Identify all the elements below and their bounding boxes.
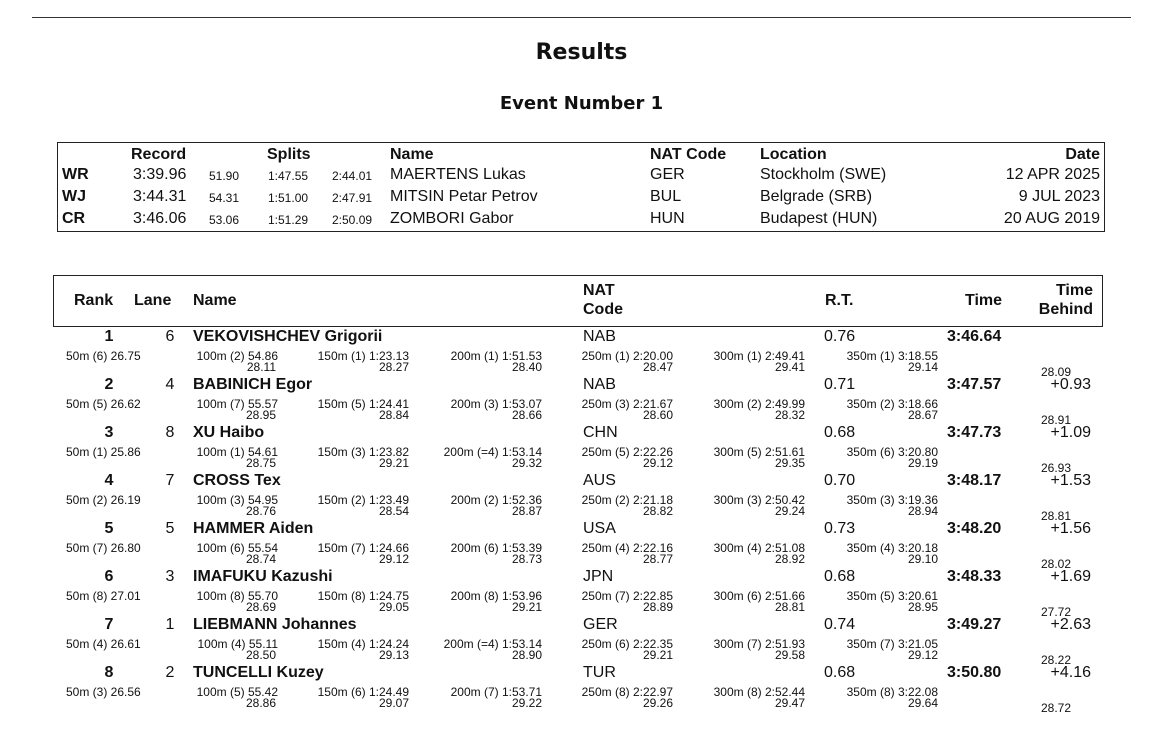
record-type: WR xyxy=(62,166,89,183)
record-split: 1:47.55 xyxy=(268,169,309,183)
result-row xyxy=(0,519,1150,571)
reaction-time: 0.68 xyxy=(824,664,856,681)
records-header-splits: Splits xyxy=(267,146,311,163)
split-lap-final: 28.72 xyxy=(1040,701,1071,715)
split-cumulative: 200m (1) 1:51.53 xyxy=(450,349,542,363)
event-title: Event Number 1 xyxy=(499,93,664,114)
record-row xyxy=(58,209,1104,231)
split-cumulative: 300m (4) 2:51.08 xyxy=(713,541,805,555)
split-lap: 28.82 xyxy=(642,504,673,518)
rank: 8 xyxy=(104,664,114,681)
split-cumulative: 350m (7) 3:21.05 xyxy=(846,637,938,651)
split-lap: 29.58 xyxy=(774,648,805,662)
split-lap: 28.95 xyxy=(907,600,938,614)
record-split: 1:51.29 xyxy=(268,213,309,227)
swimmer-name: LIEBMANN Johannes xyxy=(193,616,357,633)
split-cumulative: 150m (5) 1:24.41 xyxy=(317,397,409,411)
split-lap: 28.47 xyxy=(642,360,673,374)
record-nat: HUN xyxy=(650,210,685,227)
reaction-time: 0.71 xyxy=(824,376,856,393)
split-cumulative: 350m (4) 3:20.18 xyxy=(846,541,938,555)
nat-code: NAB xyxy=(583,328,616,345)
result-row xyxy=(0,567,1150,619)
record-split: 2:47.91 xyxy=(332,191,373,205)
swimmer-name: TUNCELLI Kuzey xyxy=(193,664,324,681)
split-50m: 50m (4) 26.61 xyxy=(66,637,141,651)
split-cumulative: 100m (7) 55.57 xyxy=(196,397,278,411)
record-date: 20 AUG 2019 xyxy=(1003,210,1100,227)
split-cumulative: 300m (5) 2:51.61 xyxy=(713,445,805,459)
split-lap: 28.27 xyxy=(378,360,409,374)
split-lap: 29.13 xyxy=(378,648,409,662)
split-cumulative: 100m (2) 54.86 xyxy=(196,349,278,363)
split-cumulative: 350m (2) 3:18.66 xyxy=(846,397,938,411)
record-nat: GER xyxy=(650,166,685,183)
split-cumulative: 150m (2) 1:23.49 xyxy=(317,493,409,507)
record-split: 1:51.00 xyxy=(268,191,309,205)
split-lap: 28.84 xyxy=(378,408,409,422)
reaction-time: 0.70 xyxy=(824,472,856,489)
split-lap: 28.40 xyxy=(511,360,542,374)
nat-code: CHN xyxy=(583,424,618,441)
lane: 6 xyxy=(165,328,175,345)
split-cumulative: 300m (2) 2:49.99 xyxy=(713,397,805,411)
time-behind: +2.63 xyxy=(1050,616,1091,633)
split-cumulative: 350m (8) 3:22.08 xyxy=(846,685,938,699)
lane: 2 xyxy=(165,664,175,681)
reaction-time: 0.74 xyxy=(824,616,856,633)
time-behind: +1.56 xyxy=(1050,520,1091,537)
lane: 1 xyxy=(165,616,175,633)
split-lap: 29.26 xyxy=(642,696,673,710)
split-cumulative: 100m (3) 54.95 xyxy=(196,493,278,507)
rank: 4 xyxy=(104,472,114,489)
split-cumulative: 250m (3) 2:21.67 xyxy=(581,397,673,411)
split-cumulative: 100m (5) 55.42 xyxy=(196,685,278,699)
split-lap: 29.24 xyxy=(774,504,805,518)
split-lap: 29.07 xyxy=(378,696,409,710)
split-lap-final: 26.93 xyxy=(1040,461,1071,475)
split-cumulative: 150m (8) 1:24.75 xyxy=(317,589,409,603)
results-header-nat: NAT xyxy=(583,282,615,299)
final-time: 3:48.33 xyxy=(947,568,1002,585)
records-header-name: Name xyxy=(390,146,434,163)
result-row xyxy=(0,423,1150,475)
split-lap: 29.64 xyxy=(907,696,938,710)
split-cumulative: 150m (4) 1:24.24 xyxy=(317,637,409,651)
split-cumulative: 200m (2) 1:52.36 xyxy=(450,493,542,507)
split-cumulative: 200m (3) 1:53.07 xyxy=(450,397,542,411)
final-time: 3:46.64 xyxy=(947,328,1002,345)
split-lap: 28.95 xyxy=(245,408,276,422)
time-behind: +0.93 xyxy=(1050,376,1091,393)
split-lap: 29.12 xyxy=(378,552,409,566)
results-header xyxy=(53,275,1103,327)
swimmer-name: XU Haibo xyxy=(193,424,265,441)
record-date: 9 JUL 2023 xyxy=(1018,188,1100,205)
record-name: MITSIN Petar Petrov xyxy=(390,188,538,205)
split-lap-final: 28.22 xyxy=(1040,653,1071,667)
split-lap: 28.66 xyxy=(511,408,542,422)
split-cumulative: 100m (6) 55.54 xyxy=(196,541,278,555)
split-lap: 28.86 xyxy=(245,696,276,710)
results-header-rank: Rank xyxy=(74,292,114,309)
results-header-lane: Lane xyxy=(134,292,172,309)
split-cumulative: 300m (1) 2:49.41 xyxy=(713,349,805,363)
split-lap: 28.81 xyxy=(774,600,805,614)
top-rule xyxy=(32,17,1131,18)
records-header-nat: NAT Code xyxy=(650,146,727,163)
split-lap: 29.14 xyxy=(907,360,938,374)
time-behind: +4.16 xyxy=(1050,664,1091,681)
rank: 3 xyxy=(104,424,114,441)
nat-code: AUS xyxy=(583,472,616,489)
record-name: MAERTENS Lukas xyxy=(390,166,526,183)
split-cumulative: 150m (1) 1:23.13 xyxy=(317,349,409,363)
split-cumulative: 350m (1) 3:18.55 xyxy=(846,349,938,363)
rank: 6 xyxy=(104,568,114,585)
result-row xyxy=(0,471,1150,523)
reaction-time: 0.68 xyxy=(824,568,856,585)
split-cumulative: 200m (=4) 1:53.14 xyxy=(443,445,542,459)
split-cumulative: 250m (7) 2:22.85 xyxy=(581,589,673,603)
record-split: 54.31 xyxy=(209,191,240,205)
split-cumulative: 250m (2) 2:21.18 xyxy=(581,493,673,507)
split-50m: 50m (6) 26.75 xyxy=(66,349,141,363)
split-cumulative: 100m (4) 55.11 xyxy=(197,637,278,651)
split-lap: 29.12 xyxy=(642,456,673,470)
results-header-time-behind: Time xyxy=(1055,282,1093,299)
split-lap: 29.41 xyxy=(774,360,805,374)
record-time: 3:46.06 xyxy=(133,210,187,227)
split-lap-final: 28.91 xyxy=(1040,413,1071,427)
final-time: 3:48.17 xyxy=(947,472,1002,489)
time-behind: +1.53 xyxy=(1050,472,1091,489)
nat-code: USA xyxy=(583,520,616,537)
results-header-code: Code xyxy=(583,301,623,318)
split-50m: 50m (3) 26.56 xyxy=(66,685,141,699)
rank: 7 xyxy=(104,616,114,633)
record-time: 3:39.96 xyxy=(133,166,187,183)
nat-code: GER xyxy=(583,616,618,633)
record-date: 12 APR 2025 xyxy=(1005,166,1100,183)
reaction-time: 0.68 xyxy=(824,424,856,441)
split-lap: 29.12 xyxy=(907,648,938,662)
split-lap: 28.69 xyxy=(245,600,276,614)
record-location: Belgrade (SRB) xyxy=(760,188,873,205)
record-nat: BUL xyxy=(650,188,682,205)
split-cumulative: 150m (6) 1:24.49 xyxy=(317,685,409,699)
split-cumulative: 250m (5) 2:22.26 xyxy=(581,445,673,459)
rank: 5 xyxy=(104,520,114,537)
split-lap: 28.92 xyxy=(774,552,805,566)
results-header-rt: R.T. xyxy=(825,292,854,309)
record-location: Budapest (HUN) xyxy=(760,210,878,227)
results-header-behind: Behind xyxy=(1038,301,1093,318)
split-cumulative: 250m (6) 2:22.35 xyxy=(581,637,673,651)
split-cumulative: 300m (3) 2:50.42 xyxy=(713,493,805,507)
split-lap: 28.60 xyxy=(642,408,673,422)
swimmer-name: BABINICH Egor xyxy=(193,376,313,393)
lane: 8 xyxy=(165,424,175,441)
split-lap-final: 28.09 xyxy=(1040,365,1071,379)
swimmer-name: HAMMER Aiden xyxy=(193,520,314,537)
final-time: 3:49.27 xyxy=(947,616,1002,633)
split-lap: 28.77 xyxy=(642,552,673,566)
split-cumulative: 300m (6) 2:51.66 xyxy=(713,589,805,603)
record-type: CR xyxy=(62,210,86,227)
split-cumulative: 350m (3) 3:19.36 xyxy=(846,493,938,507)
split-cumulative: 150m (7) 1:24.66 xyxy=(317,541,409,555)
split-lap: 29.22 xyxy=(511,696,542,710)
final-time: 3:48.20 xyxy=(947,520,1002,537)
split-lap: 29.47 xyxy=(774,696,805,710)
nat-code: JPN xyxy=(583,568,614,585)
split-cumulative: 100m (1) 54.61 xyxy=(196,445,278,459)
split-lap-final: 27.72 xyxy=(1040,605,1071,619)
record-location: Stockholm (SWE) xyxy=(760,166,887,183)
records-header-date: Date xyxy=(1065,146,1100,163)
records-table xyxy=(57,142,1105,232)
split-lap: 29.32 xyxy=(511,456,542,470)
record-type: WJ xyxy=(62,188,86,205)
split-lap: 28.87 xyxy=(511,504,542,518)
split-lap: 29.05 xyxy=(378,600,409,614)
split-lap: 29.35 xyxy=(774,456,805,470)
lane: 3 xyxy=(165,568,175,585)
record-split: 2:50.09 xyxy=(332,213,373,227)
split-cumulative: 250m (8) 2:22.97 xyxy=(581,685,673,699)
swimmer-name: CROSS Tex xyxy=(193,472,281,489)
split-lap: 28.89 xyxy=(642,600,673,614)
split-lap: 29.21 xyxy=(642,648,673,662)
record-name: ZOMBORI Gabor xyxy=(390,210,514,227)
nat-code: NAB xyxy=(583,376,616,393)
split-50m: 50m (8) 27.01 xyxy=(66,589,141,603)
split-cumulative: 200m (8) 1:53.96 xyxy=(450,589,542,603)
final-time: 3:50.80 xyxy=(947,664,1002,681)
reaction-time: 0.76 xyxy=(824,328,856,345)
record-row xyxy=(58,187,1104,209)
time-behind: +1.09 xyxy=(1050,424,1091,441)
split-cumulative: 150m (3) 1:23.82 xyxy=(317,445,409,459)
split-lap: 29.19 xyxy=(907,456,938,470)
split-cumulative: 200m (6) 1:53.39 xyxy=(450,541,542,555)
rank: 2 xyxy=(104,376,114,393)
split-lap: 28.90 xyxy=(511,648,542,662)
split-lap-final: 28.02 xyxy=(1040,557,1071,571)
split-lap: 28.67 xyxy=(907,408,938,422)
final-time: 3:47.73 xyxy=(947,424,1002,441)
split-lap: 28.54 xyxy=(378,504,409,518)
page-title: Results xyxy=(535,40,628,65)
lane: 4 xyxy=(165,376,175,393)
swimmer-name: IMAFUKU Kazushi xyxy=(193,568,333,585)
record-split: 53.06 xyxy=(209,213,240,227)
split-50m: 50m (5) 26.62 xyxy=(66,397,141,411)
final-time: 3:47.57 xyxy=(947,376,1002,393)
split-lap: 29.21 xyxy=(378,456,409,470)
record-time: 3:44.31 xyxy=(133,188,187,205)
split-cumulative: 100m (8) 55.70 xyxy=(196,589,278,603)
record-row xyxy=(58,165,1104,187)
records-header-location: Location xyxy=(760,146,827,163)
swimmer-name: VEKOVISHCHEV Grigorii xyxy=(193,328,383,345)
split-cumulative: 300m (8) 2:52.44 xyxy=(713,685,805,699)
split-cumulative: 200m (=4) 1:53.14 xyxy=(443,637,542,651)
split-lap-final: 28.81 xyxy=(1040,509,1071,523)
split-50m: 50m (2) 26.19 xyxy=(66,493,141,507)
result-row xyxy=(0,327,1150,379)
split-cumulative: 350m (5) 3:20.61 xyxy=(846,589,938,603)
split-lap: 28.73 xyxy=(511,552,542,566)
split-cumulative: 250m (1) 2:20.00 xyxy=(581,349,673,363)
result-row xyxy=(0,615,1150,667)
records-header-record: Record xyxy=(131,146,187,163)
split-lap: 28.75 xyxy=(245,456,276,470)
result-row xyxy=(0,375,1150,427)
split-cumulative: 250m (4) 2:22.16 xyxy=(581,541,673,555)
split-lap: 29.21 xyxy=(511,600,542,614)
reaction-time: 0.73 xyxy=(824,520,856,537)
split-lap: 28.76 xyxy=(245,504,276,518)
split-cumulative: 200m (7) 1:53.71 xyxy=(450,685,542,699)
nat-code: TUR xyxy=(583,664,616,681)
results-header-time: Time xyxy=(965,292,1003,309)
split-50m: 50m (7) 26.80 xyxy=(66,541,141,555)
split-lap: 28.32 xyxy=(774,408,805,422)
split-50m: 50m (1) 25.86 xyxy=(66,445,141,459)
split-lap: 28.94 xyxy=(907,504,938,518)
rank: 1 xyxy=(104,328,114,345)
record-split: 2:44.01 xyxy=(332,169,373,183)
results-header-name: Name xyxy=(193,292,237,309)
split-lap: 29.10 xyxy=(907,552,938,566)
record-split: 51.90 xyxy=(209,169,240,183)
time-behind: +1.69 xyxy=(1050,568,1091,585)
split-lap: 28.74 xyxy=(245,552,276,566)
result-row xyxy=(0,663,1150,715)
lane: 5 xyxy=(165,520,175,537)
split-lap: 28.11 xyxy=(246,360,276,374)
split-cumulative: 300m (7) 2:51.93 xyxy=(713,637,805,651)
split-lap: 28.50 xyxy=(245,648,276,662)
lane: 7 xyxy=(165,472,175,489)
split-cumulative: 350m (6) 3:20.80 xyxy=(846,445,938,459)
